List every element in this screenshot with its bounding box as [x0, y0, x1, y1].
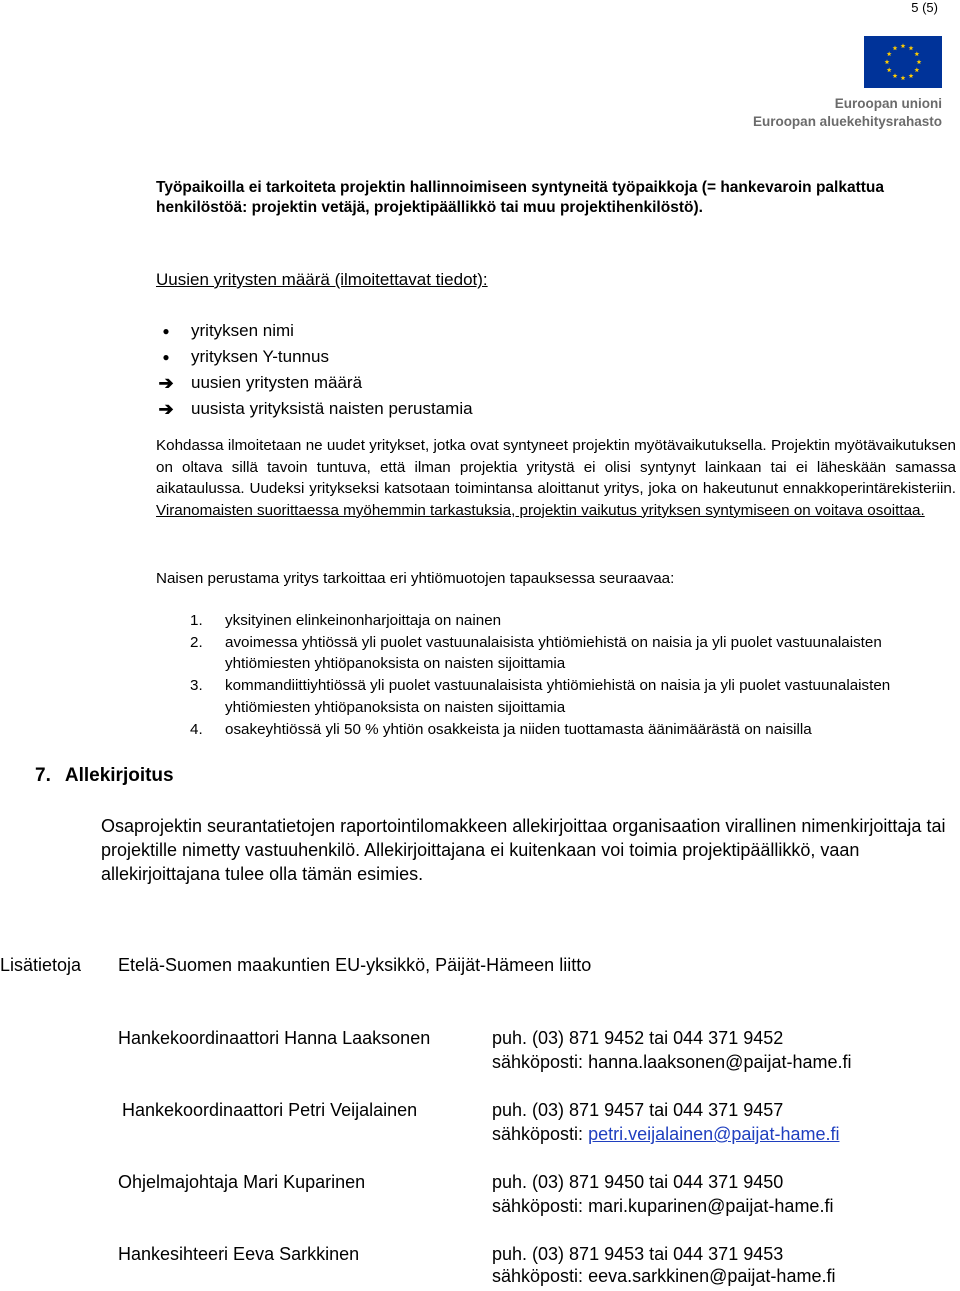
- contact-email-row: [492, 1196, 833, 1217]
- bullet-list: [156, 318, 473, 422]
- logo-line-2: Euroopan aluekehitysrahasto: [752, 114, 942, 129]
- list-item-text: avoimessa yhtiössä yli puolet vastuunalaisista yhtiömiehistä on naisia ja yli puolet vastuunalaisten yhtiömiesten yhtiöpanoksista on naisten sijoittamia: [225, 633, 882, 673]
- list-item: [156, 344, 473, 370]
- star-icon: [887, 67, 892, 72]
- star-icon: [901, 43, 906, 48]
- star-icon: [914, 51, 919, 56]
- section-heading: Uusien yritysten määrä (ilmoitettavat tiedot):: [156, 270, 488, 289]
- contact-phone: puh. (03) 871 9450 tai 044 371 9450: [492, 1172, 784, 1192]
- women-founded-paragraph: Naisen perustama yritys tarkoittaa eri yhtiömuotojen tapauksessa seuraavaa:: [156, 570, 675, 587]
- list-number: 2.: [190, 633, 203, 651]
- contact-email: eeva.sarkkinen@paijat-hame.fi: [588, 1266, 836, 1286]
- contact-phone: puh. (03) 871 9453 tai 044 371 9453: [492, 1244, 784, 1264]
- list-item: [190, 675, 956, 718]
- list-item-text: yrityksen Y-tunnus: [191, 347, 329, 366]
- list-item: [190, 632, 956, 675]
- contact-email-row: [492, 1124, 839, 1145]
- list-item-text: uusien yritysten määrä: [191, 373, 363, 392]
- star-icon: [909, 46, 914, 51]
- list-item-text: kommandiittiyhtiössä yli puolet vastuunalaisista yhtiömiehistä on naisia ja yli puolet vastuunalaisten yhtiömiesten yhtiöpanoksista on naisten sijoittamia: [225, 677, 891, 716]
- email-prefix: sähköposti:: [492, 1124, 589, 1144]
- star-icon: [914, 67, 919, 72]
- paragraph-text: Kohdassa ilmoitetaan ne uudet yritykset, jotka ovat syntyneet projektin myötävaikutuksella. Projektin myötävaikutuksen on oltava sillä tavoin tuntuva, että ilman projektia yritystä ei olisi syntynyt lainkaan tai ei läheskään samassa aikataulussa. Uudeksi yritykseksi katsotaan toimintansa aloittanut yritys, joka on hakeutunut ennakkoperintärekisteriin.: [156, 437, 956, 497]
- star-icon: [909, 73, 914, 78]
- email-prefix: sähköposti:: [492, 1196, 589, 1216]
- list-number: 4.: [190, 720, 203, 738]
- contact-email: mari.kuparinen@paijat-hame.fi: [588, 1196, 834, 1216]
- star-icon: [917, 59, 922, 64]
- eu-flag-icon: [864, 36, 942, 88]
- list-item: [190, 610, 956, 632]
- contact-name: Hankekoordinaattori Petri Veijalainen: [122, 1100, 418, 1120]
- contacts-label: Lisätietoja: [0, 955, 82, 975]
- intro-paragraph: Työpaikoilla ei tarkoiteta projektin hallinnoimiseen syntyneitä työpaikkoja (= hankevaroin palkattua henkilöstöä: projektin vetäjä, projektipäällikkö tai muu projektihenkilöstö).: [156, 179, 884, 216]
- contact-name: Hankekoordinaattori Hanna Laaksonen: [118, 1028, 431, 1048]
- eu-stars: [864, 36, 942, 88]
- list-item-text: yrityksen nimi: [191, 321, 294, 340]
- numbered-list: [190, 610, 956, 740]
- new-companies-paragraph: [156, 435, 956, 521]
- email-prefix: sähköposti:: [492, 1052, 589, 1072]
- section-number: 7.: [35, 765, 51, 786]
- list-number: 3.: [190, 677, 203, 695]
- logo-line-1: Euroopan unioni: [834, 96, 942, 111]
- paragraph-underlined-text: Viranomaisten suorittaessa myöhemmin tarkastuksia, projektin vaikutus yrityksen syntymiseen on voitava osoittaa.: [156, 501, 925, 519]
- email-prefix: sähköposti:: [492, 1266, 589, 1286]
- star-icon: [901, 75, 906, 80]
- list-item-text: uusista yrityksistä naisten perustamia: [191, 399, 473, 418]
- contact-name: Ohjelmajohtaja Mari Kuparinen: [118, 1172, 366, 1192]
- signature-paragraph: Osaprojektin seurantatietojen raportointilomakkeen allekirjoittaa organisaation virallinen nimenkirjoittaja tai projektille nimetty vastuuhenkilö. Allekirjoittajana ei kuitenkaan voi toimia projektipäällikkö, vaan allekirjoittajana tulee olla tämän esimies.: [101, 816, 946, 884]
- page-number: 5 (5): [911, 0, 938, 15]
- arrow-right-icon: ➔: [158, 373, 174, 393]
- list-item-text: yksityinen elinkeinonharjoittaja on nainen: [225, 612, 502, 629]
- contact-email: hanna.laaksonen@paijat-hame.fi: [588, 1052, 852, 1072]
- star-icon: [887, 51, 892, 56]
- bullet-dot-icon: ●: [162, 324, 170, 338]
- contact-phone: puh. (03) 871 9457 tai 044 371 9457: [492, 1100, 784, 1120]
- contact-name: Hankesihteeri Eeva Sarkkinen: [118, 1244, 360, 1264]
- list-item-text: osakeyhtiössä yli 50 % yhtiön osakkeista ja niiden tuottamasta äänimäärästä on naisilla: [225, 720, 812, 738]
- list-item: [190, 719, 956, 741]
- star-icon: [885, 59, 890, 64]
- list-number: 1.: [190, 612, 203, 629]
- star-icon: [893, 46, 898, 51]
- contact-phone: puh. (03) 871 9452 tai 044 371 9452: [492, 1028, 784, 1048]
- list-item: [156, 370, 473, 396]
- arrow-right-icon: ➔: [158, 399, 174, 419]
- signature-heading: [35, 765, 174, 787]
- contacts-organization: Etelä-Suomen maakuntien EU-yksikkö, Päijät-Hämeen liitto: [118, 955, 592, 975]
- star-icon: [893, 73, 898, 78]
- contact-email-link[interactable]: petri.veijalainen@paijat-hame.fi: [588, 1124, 840, 1144]
- section-title: Allekirjoitus: [64, 765, 174, 786]
- bullet-dot-icon: ●: [162, 350, 170, 364]
- contact-email-row: [492, 1052, 852, 1073]
- list-item: [156, 318, 473, 344]
- list-item: [156, 396, 473, 422]
- contact-email-row: [492, 1266, 835, 1287]
